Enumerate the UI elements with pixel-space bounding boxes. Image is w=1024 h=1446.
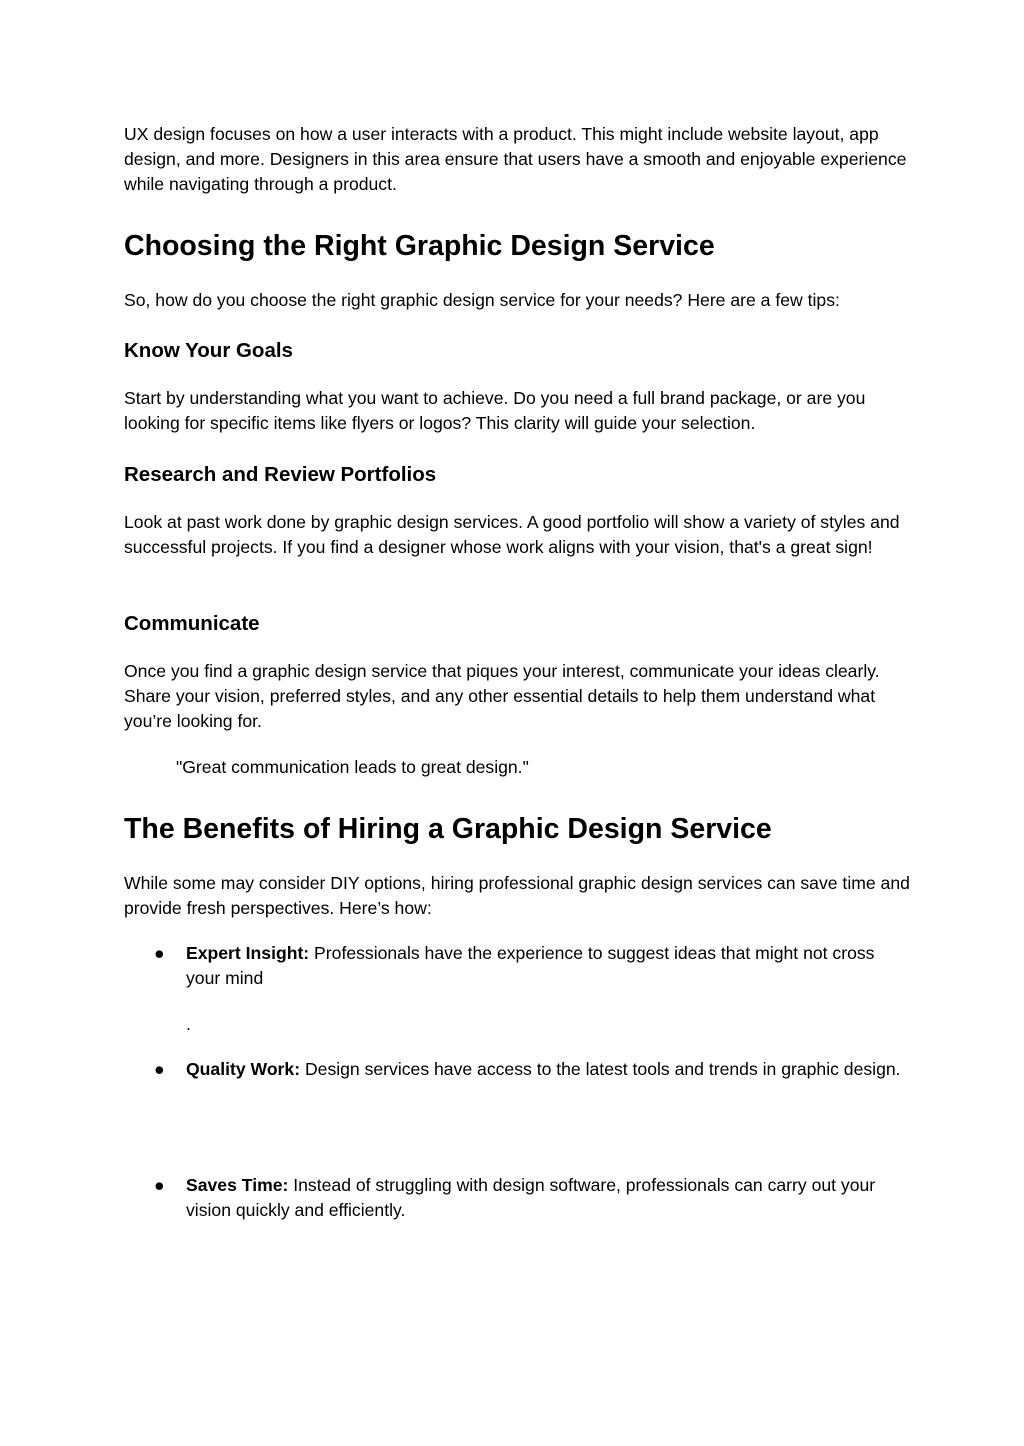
bullet-icon: ● [154, 1059, 165, 1079]
list-item-text [186, 1173, 906, 1223]
quote-text: "Great communication leads to great design." [176, 757, 529, 777]
bullet-icon: ● [154, 943, 165, 963]
intro-paragraph: UX design focuses on how a user interacts with a product. This might include website layout, app design, and more. Designers in this area ensure that users have a smooth and enjoyable experience while navigating through a product. [124, 124, 907, 194]
list-item-label: Quality Work: [186, 1059, 301, 1079]
section-intro-benefits: While some may consider DIY options, hiring professional graphic design services can save time and provide fresh perspectives. Here’s how: [124, 873, 910, 918]
list-item-body: Design services have access to the latest tools and trends in graphic design. [300, 1059, 901, 1079]
list-item-label: Expert Insight: [186, 943, 310, 963]
stray-period: . [186, 1014, 191, 1034]
subheading-research-portfolios: Research and Review Portfolios [124, 463, 437, 486]
list-item-body: Instead of struggling with design software, professionals can carry out your vision quickly and efficiently. [186, 1175, 876, 1220]
list-item-body: Professionals have the experience to suggest ideas that might not cross your mind [186, 943, 875, 988]
paragraph-know-your-goals: Start by understanding what you want to achieve. Do you need a full brand package, or are you looking for specific items like flyers or logos? This clarity will guide your selection. [124, 388, 866, 433]
list-item-text [186, 1057, 906, 1082]
bullet-icon: ● [154, 1175, 165, 1195]
section-heading-choosing: Choosing the Right Graphic Design Service [124, 230, 715, 262]
section-intro-choosing: So, how do you choose the right graphic design service for your needs? Here are a few tips: [124, 290, 840, 310]
subheading-communicate: Communicate [124, 612, 260, 635]
list-item-text [186, 941, 906, 991]
list-item-label: Saves Time: [186, 1175, 289, 1195]
paragraph-research-portfolios: Look at past work done by graphic design services. A good portfolio will show a variety of styles and successful projects. If you find a designer whose work aligns with your vision, that's a great sign! [124, 512, 900, 557]
paragraph-communicate: Once you find a graphic design service that piques your interest, communicate your ideas clearly. Share your vision, preferred styles, and any other essential details to help them understand what you’re looking for. [124, 661, 880, 731]
section-heading-benefits: The Benefits of Hiring a Graphic Design Service [124, 813, 772, 845]
subheading-know-your-goals: Know Your Goals [124, 339, 293, 362]
